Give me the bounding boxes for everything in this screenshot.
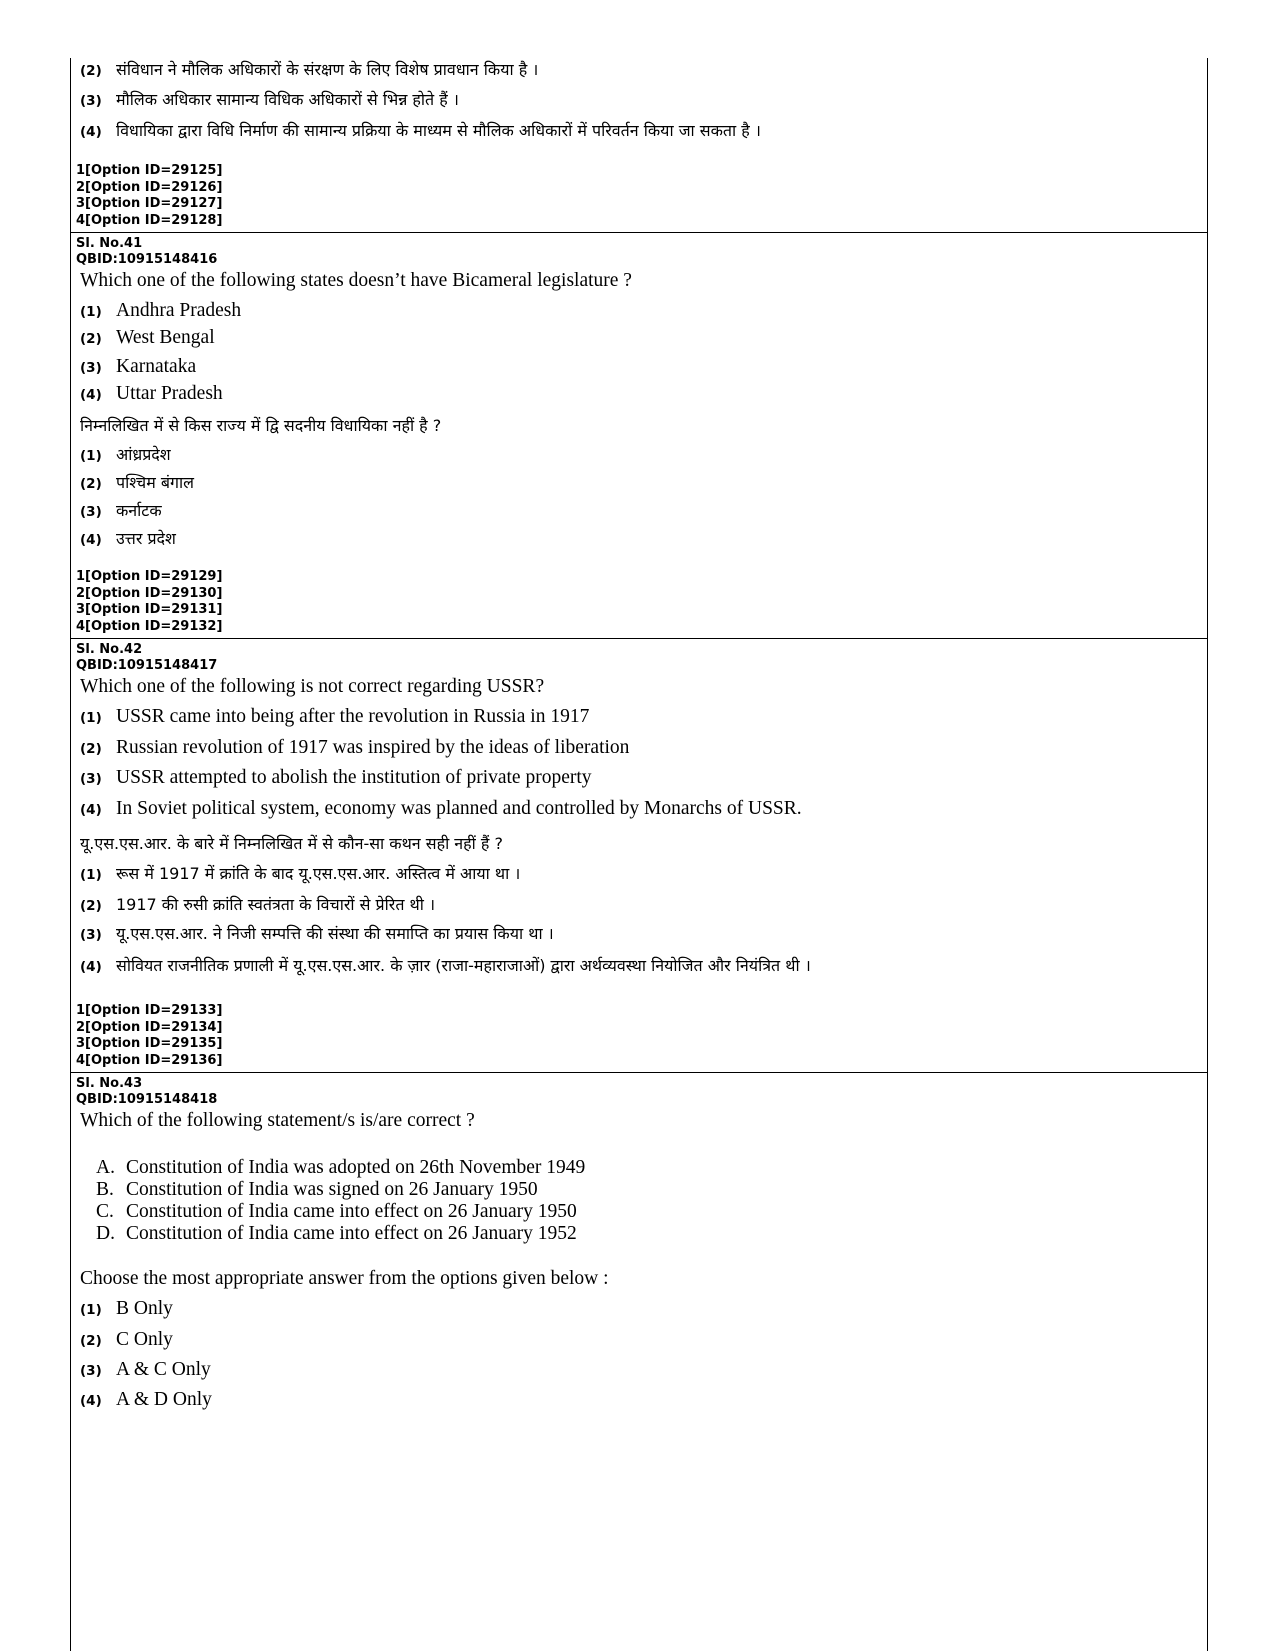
question-divider xyxy=(70,638,1208,639)
option-en-2: (2) Russian revolution of 1917 was inspired by the ideas of liberation xyxy=(80,737,630,758)
question-text-en: Which one of the following states doesn’t have Bicameral legislature ? xyxy=(80,270,632,291)
option-en-4: (4) In Soviet political system, economy was planned and controlled by Monarchs of USSR. xyxy=(80,798,802,819)
serial-number: Sl. No.41 xyxy=(76,236,143,251)
statement-a: A. Constitution of India was adopted on 26th November 1949 xyxy=(96,1157,586,1178)
option-en-1: (1) USSR came into being after the revolution in Russia in 1917 xyxy=(80,706,590,727)
statement-d: D. Constitution of India came into effect on 26 January 1952 xyxy=(96,1223,577,1244)
option-hi-2: (2) 1917 की रुसी क्रांति स्वतंत्रता के विचारों से प्रेरित थी । xyxy=(80,895,436,914)
option-en-1: (1) Andhra Pradesh xyxy=(80,300,242,321)
option-en-2: (2) C Only xyxy=(80,1329,173,1350)
serial-number: Sl. No.43 xyxy=(76,1076,143,1091)
option-en-3: (3) USSR attempted to abolish the institution of private property xyxy=(80,767,592,788)
qbid: QBID:10915148418 xyxy=(76,1092,218,1107)
option-hi-2: (2) संविधान ने मौलिक अधिकारों के संरक्षण के लिए विशेष प्रावधान किया है । xyxy=(80,60,539,79)
option-en-3: (3) A & C Only xyxy=(80,1359,211,1380)
option-hi-2: (2) पश्चिम बंगाल xyxy=(80,473,194,492)
question-text-en: Which of the following statement/s is/are correct ? xyxy=(80,1110,475,1131)
qbid: QBID:10915148416 xyxy=(76,252,218,267)
option-en-1: (1) B Only xyxy=(80,1298,173,1319)
instruction-text: Choose the most appropriate answer from the options given below : xyxy=(80,1268,609,1289)
option-hi-1: (1) आंध्रप्रदेश xyxy=(80,445,171,464)
page-frame xyxy=(70,58,1208,1651)
option-id-list: 1[Option ID=29133] 2[Option ID=29134] 3[Option ID=29135] 4[Option ID=29136] xyxy=(76,1003,223,1068)
question-text-hi: निम्नलिखित में से किस राज्य में द्वि सदनीय विधायिका नहीं है ? xyxy=(80,416,442,435)
option-en-4: (4) Uttar Pradesh xyxy=(80,383,223,404)
option-hi-4: (4) विधायिका द्वारा विधि निर्माण की सामान्य प्रक्रिया के माध्यम से मौलिक अधिकारों में परिवर्तन किया जा सकता है । xyxy=(80,121,761,140)
question-text-hi: यू.एस.एस.आर. के बारे में निम्नलिखित में से कौन-सा कथन सही नहीं हैं ? xyxy=(80,834,503,853)
option-hi-3: (3) मौलिक अधिकार सामान्य विधिक अधिकारों से भिन्न होते हैं । xyxy=(80,90,459,109)
option-id-list: 1[Option ID=29125] 2[Option ID=29126] 3[Option ID=29127] 4[Option ID=29128] xyxy=(76,163,223,228)
question-divider xyxy=(70,232,1208,233)
statement-b: B. Constitution of India was signed on 26 January 1950 xyxy=(96,1179,538,1200)
option-hi-4: (4) सोवियत राजनीतिक प्रणाली में यू.एस.एस.आर. के ज़ार (राजा-महाराजाओं) द्वारा अर्थव्यवस्था नियोजित और नियंत्रित थी । xyxy=(80,956,811,975)
question-text-en: Which one of the following is not correct regarding USSR? xyxy=(80,676,545,697)
question-divider xyxy=(70,1072,1208,1073)
serial-number: Sl. No.42 xyxy=(76,642,143,657)
option-en-4: (4) A & D Only xyxy=(80,1389,212,1410)
option-id-list: 1[Option ID=29129] 2[Option ID=29130] 3[Option ID=29131] 4[Option ID=29132] xyxy=(76,569,223,634)
option-hi-3: (3) कर्नाटक xyxy=(80,501,162,520)
option-en-3: (3) Karnataka xyxy=(80,356,197,377)
option-hi-3: (3) यू.एस.एस.आर. ने निजी सम्पत्ति की संस्था की समाप्ति का प्रयास किया था । xyxy=(80,924,554,943)
statement-c: C. Constitution of India came into effect on 26 January 1950 xyxy=(96,1201,577,1222)
option-hi-1: (1) रूस में 1917 में क्रांति के बाद यू.एस.एस.आर. अस्तित्व में आया था । xyxy=(80,864,521,883)
option-en-2: (2) West Bengal xyxy=(80,327,215,348)
qbid: QBID:10915148417 xyxy=(76,658,218,673)
option-hi-4: (4) उत्तर प्रदेश xyxy=(80,529,176,548)
